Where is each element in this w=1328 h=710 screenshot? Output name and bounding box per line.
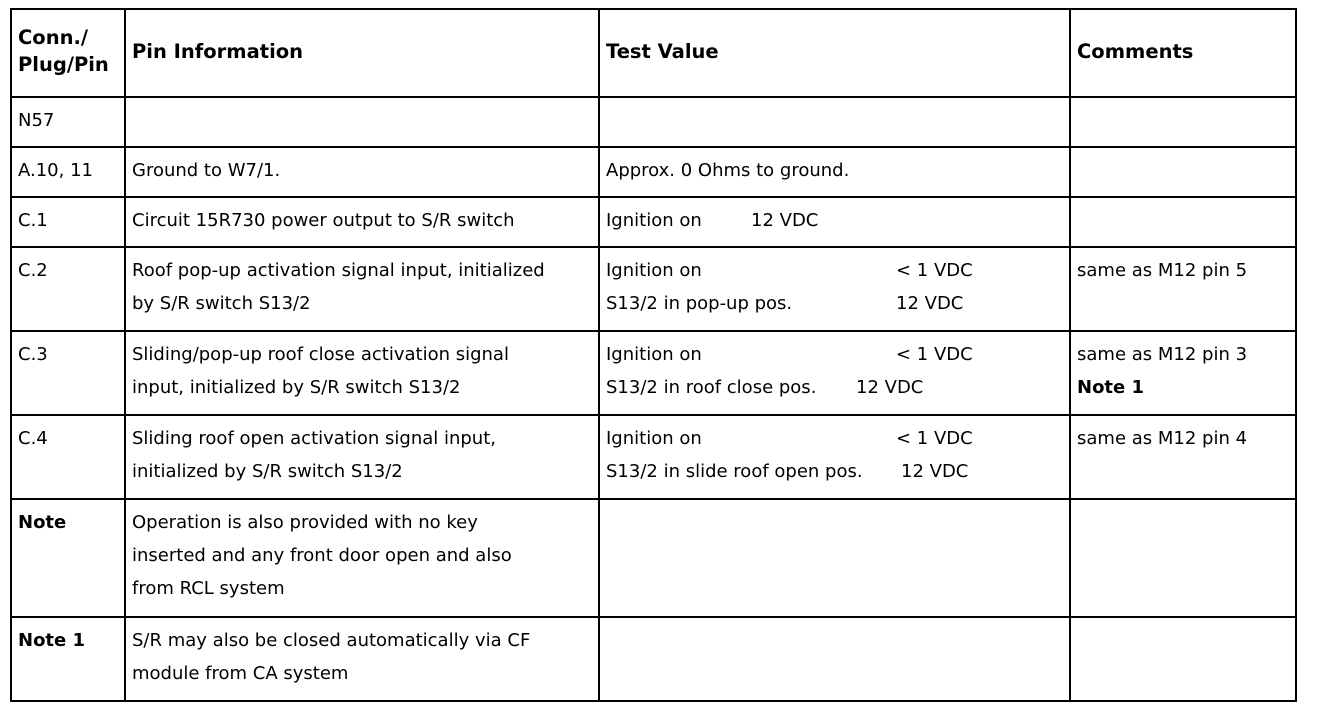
cell-comments [1070,415,1296,499]
pin-information-line: input, initialized by S/R switch S13/2 [132,377,461,398]
table-row [11,147,1296,197]
cell-test-value [599,499,1070,617]
header-test-value: Test Value [599,9,1070,97]
cell-pin-information [125,331,599,415]
cell-conn [11,499,125,617]
test-value-reading: 12 VDC [751,210,819,231]
conn-text: N57 [18,110,55,131]
table-row [11,247,1296,331]
header-pin-information: Pin Information [125,9,599,97]
test-value-line [606,154,1069,187]
test-value-line [606,338,1069,371]
test-value-line [606,371,1069,404]
conn-text: Note [18,512,67,533]
conn-text: C.3 [18,344,48,365]
comment-line: same as M12 pin 4 [1077,428,1248,449]
cell-comments [1070,147,1296,197]
test-condition: S13/2 in pop-up pos. [606,293,793,314]
cell-test-value [599,197,1070,247]
cell-conn [11,97,125,147]
comment-line: same as M12 pin 3 [1077,344,1248,365]
test-value-line [606,422,1069,455]
header-row [11,9,1296,97]
cell-pin-information [125,415,599,499]
test-condition: Approx. 0 Ohms to ground. [606,160,850,181]
cell-pin-information [125,147,599,197]
pin-information-line: S/R may also be closed automatically via CF [132,630,531,651]
pin-information-line: inserted and any front door open and also [132,545,512,566]
conn-text: Note 1 [18,630,86,651]
cell-conn [11,617,125,701]
table-row [11,331,1296,415]
pin-information-line: by S/R switch S13/2 [132,293,311,314]
cell-test-value [599,147,1070,197]
test-value-line [606,455,1069,488]
cell-test-value [599,331,1070,415]
cell-comments [1070,331,1296,415]
cell-conn [11,147,125,197]
cell-pin-information [125,499,599,617]
test-value-reading: 12 VDC [901,461,969,482]
test-value-line [606,287,1069,320]
test-condition: Ignition on [606,210,702,231]
table-row [11,617,1296,701]
pin-information-line: Sliding roof open activation signal input, [132,428,496,449]
pin-information-line: Sliding/pop-up roof close activation signal [132,344,509,365]
table-row [11,499,1296,617]
comment-line: Note 1 [1077,377,1145,398]
cell-comments [1070,499,1296,617]
pin-information-line: Roof pop-up activation signal input, initialized [132,260,545,281]
cell-conn [11,415,125,499]
cell-pin-information [125,97,599,147]
cell-comments [1070,247,1296,331]
header-comments: Comments [1070,9,1296,97]
cell-test-value [599,617,1070,701]
test-value-reading: < 1 VDC [896,428,973,449]
cell-test-value [599,415,1070,499]
cell-pin-information [125,247,599,331]
table-row [11,197,1296,247]
test-condition: Ignition on [606,260,702,281]
table-row [11,97,1296,147]
test-value-line [606,254,1069,287]
test-value-reading: < 1 VDC [896,260,973,281]
conn-text: A.10, 11 [18,160,93,181]
test-value-reading: 12 VDC [896,293,964,314]
cell-conn [11,197,125,247]
pin-information-line: initialized by S/R switch S13/2 [132,461,403,482]
cell-comments [1070,197,1296,247]
pin-information-line: module from CA system [132,663,349,684]
comment-line: same as M12 pin 5 [1077,260,1248,281]
cell-conn [11,247,125,331]
test-condition: Ignition on [606,428,702,449]
header-conn-plug-pin [11,9,125,97]
pin-information-line: from RCL system [132,578,285,599]
test-condition: S13/2 in roof close pos. [606,377,817,398]
cell-pin-information [125,617,599,701]
cell-comments [1070,97,1296,147]
conn-text: C.4 [18,428,48,449]
pin-information-table [10,8,1297,702]
test-condition: S13/2 in slide roof open pos. [606,461,863,482]
table-row [11,415,1296,499]
conn-text: C.1 [18,210,48,231]
pin-information-line: Operation is also provided with no key [132,512,478,533]
test-value-reading: < 1 VDC [896,344,973,365]
test-value-reading: 12 VDC [856,377,924,398]
conn-text: C.2 [18,260,48,281]
test-value-line [606,204,1069,237]
header-conn-line2: Plug/Pin [18,53,109,76]
header-conn-line1: Conn./ [18,26,89,49]
pin-information-line: Circuit 15R730 power output to S/R switch [132,210,515,231]
cell-test-value [599,97,1070,147]
cell-test-value [599,247,1070,331]
table-body [11,97,1296,701]
test-condition: Ignition on [606,344,702,365]
cell-pin-information [125,197,599,247]
pin-information-line: Ground to W7/1. [132,160,281,181]
cell-conn [11,331,125,415]
cell-comments [1070,617,1296,701]
